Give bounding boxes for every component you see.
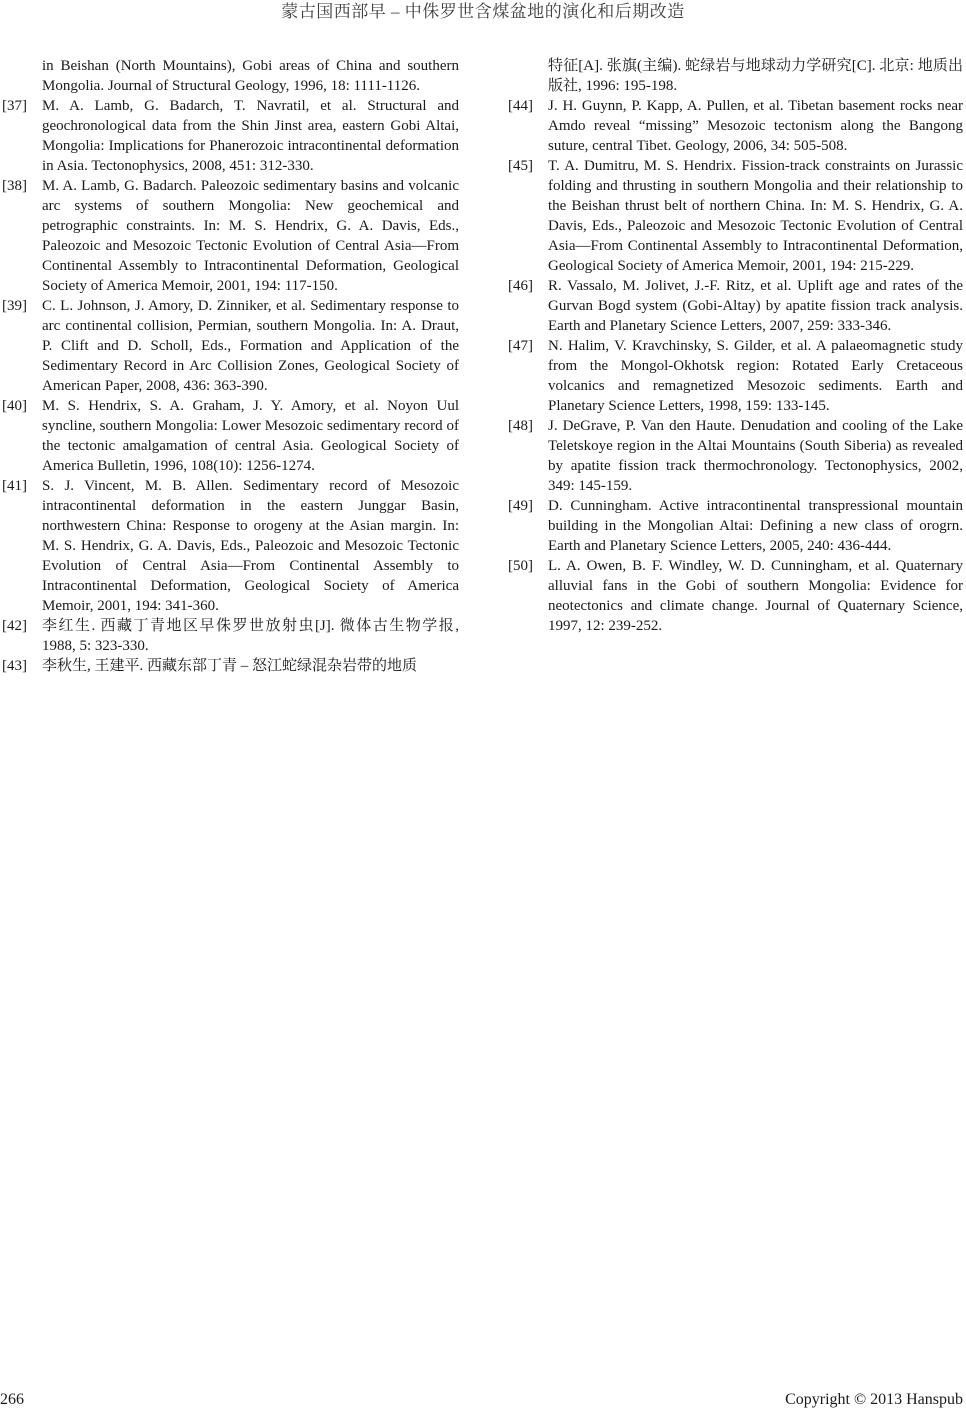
reference-number: [48] — [508, 418, 533, 434]
reference-number: [37] — [2, 98, 27, 114]
reference-item-50 — [508, 556, 963, 636]
reference-item-46 — [508, 276, 963, 336]
reference-number — [508, 56, 548, 96]
reference-text: M. A. Lamb, G. Badarch. Paleozoic sedimentary basins and volcanic arc systems of southern Mongolia: New geochemical and petrographic constraints. In: M. S. Hendrix, G. A. Davis, Eds., Paleozoic and Mesozoic Tectonic Evolution of Central Asia—From Continental Assembly to Intracontinental Deformation, Geological Society of America Memoir, 2001, 194: 117-150. — [42, 178, 459, 294]
reference-item-42 — [2, 616, 459, 656]
reference-text: J. DeGrave, P. Van den Haute. Denudation and cooling of the Lake Teletskoye region in the Altai Mountains (South Siberia) as revealed by apatite fission track thermochronology. Tectonophysics, 2002, 349: 145-159. — [548, 418, 963, 494]
reference-text: 李秋生, 王建平. 西藏东部丁青 – 怒江蛇绿混杂岩带的地质 — [42, 658, 418, 674]
reference-text: in Beishan (North Mountains), Gobi areas of China and southern Mongolia. Journal of Structural Geology, 1996, 18: 1111-1126. — [42, 58, 459, 94]
reference-number: [49] — [508, 498, 533, 514]
reference-item-49 — [508, 496, 963, 556]
running-title: 蒙古国西部早 – 中侏罗世含煤盆地的演化和后期改造 — [281, 2, 685, 21]
reference-number: [50] — [508, 558, 533, 574]
reference-text: C. L. Johnson, J. Amory, D. Zinniker, et al. Sedimentary response to arc continental collision, Permian, southern Mongolia. In: A. Draut, P. Clift and D. Scholl, Eds., Formation and Application of the Sedimentary Record in Arc Collision Zones, Geological Society of American Paper, 2008, 436: 363-390. — [42, 298, 459, 394]
reference-item-37 — [2, 96, 459, 176]
references-columns — [2, 56, 963, 676]
reference-number: [39] — [2, 298, 27, 314]
reference-item-44 — [508, 96, 963, 156]
reference-text: M. S. Hendrix, S. A. Graham, J. Y. Amory, et al. Noyon Uul syncline, southern Mongolia: Lower Mesozoic sedimentary record of the tectonic amalgamation of central Asia. Geological Society of America Bulletin, 1996, 108(10): 1256-1274. — [42, 398, 459, 474]
reference-text: N. Halim, V. Kravchinsky, S. Gilder, et al. A palaeomagnetic study from the Mongol-Okhotsk region: Rotated Early Cretaceous volcanics and remagnetized Mesozoic sediments. Earth and Planetary Science Letters, 1998, 159: 133-145. — [548, 338, 963, 414]
references-right-column — [508, 56, 963, 676]
reference-text: 李红生. 西藏丁青地区早侏罗世放射虫[J]. 微体古生物学报, 1988, 5: 323-330. — [42, 618, 459, 654]
reference-number: [47] — [508, 338, 533, 354]
reference-number: [45] — [508, 158, 533, 174]
copyright-notice: Copyright © 2013 Hanspub — [785, 1391, 963, 1408]
reference-text: R. Vassalo, M. Jolivet, J.-F. Ritz, et al. Uplift age and rates of the Gurvan Bogd system (Gobi-Altay) by apatite fission track analysis. Earth and Planetary Science Letters, 2007, 259: 333-346. — [548, 278, 963, 334]
reference-text: D. Cunningham. Active intracontinental transpressional mountain building in the Mongolian Altai: Defining a new class of orogrn. Earth and Planetary Science Letters, 2005, 240: 436-444. — [548, 498, 963, 554]
reference-number — [2, 56, 42, 96]
reference-text: 特征[A]. 张旗(主编). 蛇绿岩与地球动力学研究[C]. 北京: 地质出版社, 1996: 195-198. — [548, 58, 963, 94]
reference-continuation — [2, 56, 459, 96]
page-footer — [0, 1390, 963, 1410]
reference-item-43 — [2, 656, 459, 676]
reference-item-48 — [508, 416, 963, 496]
reference-text: S. J. Vincent, M. B. Allen. Sedimentary record of Mesozoic intracontinental deformation in the eastern Junggar Basin, northwestern China: Response to orogeny at the Asian margin. In: M. S. Hendrix, G. A. Davis, Eds., Paleozoic and Mesozoic Tectonic Evolution of Central Asia—From Continental Assembly to Intracontinental Deformation, Geological Society of America Memoir, 2001, 194: 341-360. — [42, 478, 459, 614]
reference-text: J. H. Guynn, P. Kapp, A. Pullen, et al. Tibetan basement rocks near Amdo reveal “missing” Mesozoic tectonism along the Bangong suture, central Tibet. Geology, 2006, 34: 505-508. — [548, 98, 963, 154]
reference-number: [43] — [2, 658, 27, 674]
reference-item-47 — [508, 336, 963, 416]
reference-item-40 — [2, 396, 459, 476]
reference-number: [42] — [2, 618, 27, 634]
reference-item-45 — [508, 156, 963, 276]
reference-number: [41] — [2, 478, 27, 494]
reference-number: [38] — [2, 178, 27, 194]
page-header — [0, 1, 966, 22]
reference-number: [44] — [508, 98, 533, 114]
reference-text: L. A. Owen, B. F. Windley, W. D. Cunningham, et al. Quaternary alluvial fans in the Gobi of southern Mongolia: Evidence for neotectonics and climate change. Journal of Quaternary Science, 1997, 12: 239-252. — [548, 558, 963, 634]
page-number: 266 — [0, 1391, 24, 1408]
references-left-column — [2, 56, 459, 676]
reference-text: M. A. Lamb, G. Badarch, T. Navratil, et al. Structural and geochronological data from the Shin Jinst area, eastern Gobi Altai, Mongolia: Implications for Phanerozoic intracontinental deformation in Asia. Tectonophysics, 2008, 451: 312-330. — [42, 98, 459, 174]
reference-continuation — [508, 56, 963, 96]
reference-item-39 — [2, 296, 459, 396]
reference-item-38 — [2, 176, 459, 296]
reference-number: [40] — [2, 398, 27, 414]
reference-number: [46] — [508, 278, 533, 294]
reference-text: T. A. Dumitru, M. S. Hendrix. Fission-track constraints on Jurassic folding and thrusting in southern Mongolia and their relationship to the Beishan thrust belt of northern China. In: M. S. Hendrix, G. A. Davis, Eds., Paleozoic and Mesozoic Tectonic Evolution of Central Asia—From Continental Assembly to Intracontinental Deformation, Geological Society of America Memoir, 2001, 194: 215-229. — [548, 158, 963, 274]
reference-item-41 — [2, 476, 459, 616]
